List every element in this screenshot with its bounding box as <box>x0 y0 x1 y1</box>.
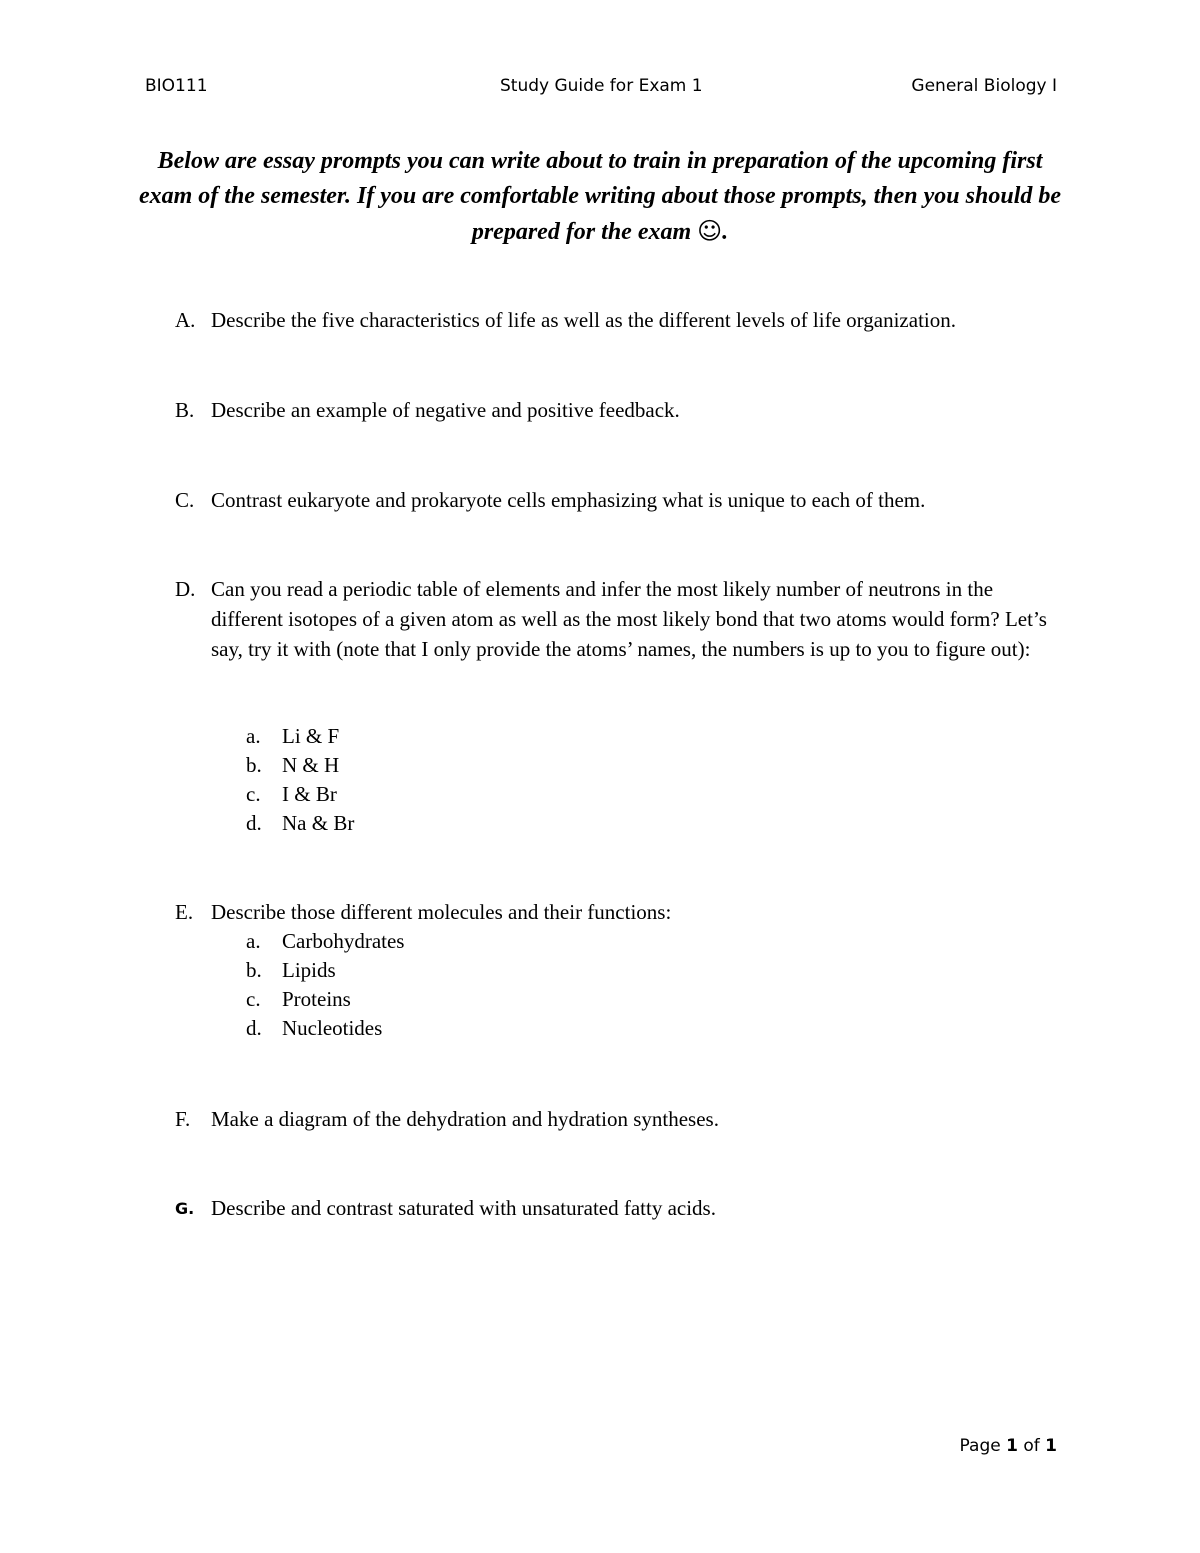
header-course-code: BIO111 <box>145 76 208 96</box>
question-e-sub-a <box>246 926 404 956</box>
question-d-sub-c <box>246 779 337 809</box>
page-total: 1 <box>1045 1436 1057 1456</box>
question-label: A. <box>175 308 196 332</box>
question-text: Make a diagram of the dehydration and hydration syntheses. <box>211 1107 719 1131</box>
question-e <box>175 897 1075 927</box>
question-d-sub-a <box>246 721 339 751</box>
question-c <box>175 485 1075 515</box>
question-label: E. <box>175 900 194 924</box>
question-d <box>175 574 1065 664</box>
intro-paragraph <box>130 144 1070 250</box>
page-current: 1 <box>1006 1436 1018 1456</box>
question-e-sub-d <box>246 1013 382 1043</box>
question-d-sub-d <box>246 808 354 838</box>
question-label: G. <box>175 1199 195 1218</box>
header-course-name: General Biology I <box>911 76 1057 96</box>
sub-label: c. <box>246 987 261 1011</box>
sub-text: N & H <box>282 753 340 777</box>
question-text: Can you read a periodic table of elements and infer the most likely number of neutrons in the different isotopes of a given atom as well as the most likely bond that two atoms would form? Let’s say, try it with (note that I only provide the atoms’ names, the numbers is up to you to figure out): <box>211 577 1047 661</box>
question-label: B. <box>175 398 195 422</box>
sub-label: a. <box>246 929 261 953</box>
question-text: Describe and contrast saturated with unsaturated fatty acids. <box>211 1196 716 1220</box>
question-text: Describe an example of negative and positive feedback. <box>211 398 680 422</box>
sub-text: Proteins <box>282 987 351 1011</box>
sub-label: d. <box>246 1016 262 1040</box>
question-label: F. <box>175 1107 191 1131</box>
question-f <box>175 1104 1075 1134</box>
sub-text: Carbohydrates <box>282 929 405 953</box>
sub-label: b. <box>246 958 262 982</box>
sub-text: Lipids <box>282 958 336 982</box>
question-g <box>175 1193 1075 1223</box>
question-label: C. <box>175 488 195 512</box>
question-e-sub-b <box>246 955 336 985</box>
sub-text: Li & F <box>282 724 340 748</box>
question-text: Contrast eukaryote and prokaryote cells emphasizing what is unique to each of them. <box>211 488 926 512</box>
page-word: Page <box>959 1436 1001 1456</box>
question-e-sub-c <box>246 984 351 1014</box>
sub-text: Na & Br <box>282 811 355 835</box>
question-b <box>175 395 1075 425</box>
sub-label: d. <box>246 811 262 835</box>
question-text: Describe those different molecules and their functions: <box>211 900 672 924</box>
question-a <box>175 305 1075 335</box>
sub-label: c. <box>246 782 261 806</box>
question-text: Describe the five characteristics of life as well as the different levels of life organization. <box>211 308 956 332</box>
sub-text: I & Br <box>282 782 337 806</box>
page-number <box>960 1434 1057 1458</box>
header-document-title: Study Guide for Exam 1 <box>500 76 703 96</box>
intro-end: . <box>722 219 729 245</box>
question-label: D. <box>175 577 196 601</box>
sub-label: b. <box>246 753 262 777</box>
question-d-sub-b <box>246 750 339 780</box>
smiley-icon: ☺ <box>697 217 723 245</box>
sub-text: Nucleotides <box>282 1016 383 1040</box>
intro-text: Below are essay prompts you can write about to train in preparation of the upcoming first exam of the semester. If you are comfortable writing about those prompts, then you should be prepared for the exam <box>138 148 1062 245</box>
page-of-word: of <box>1023 1436 1040 1456</box>
sub-label: a. <box>246 724 261 748</box>
